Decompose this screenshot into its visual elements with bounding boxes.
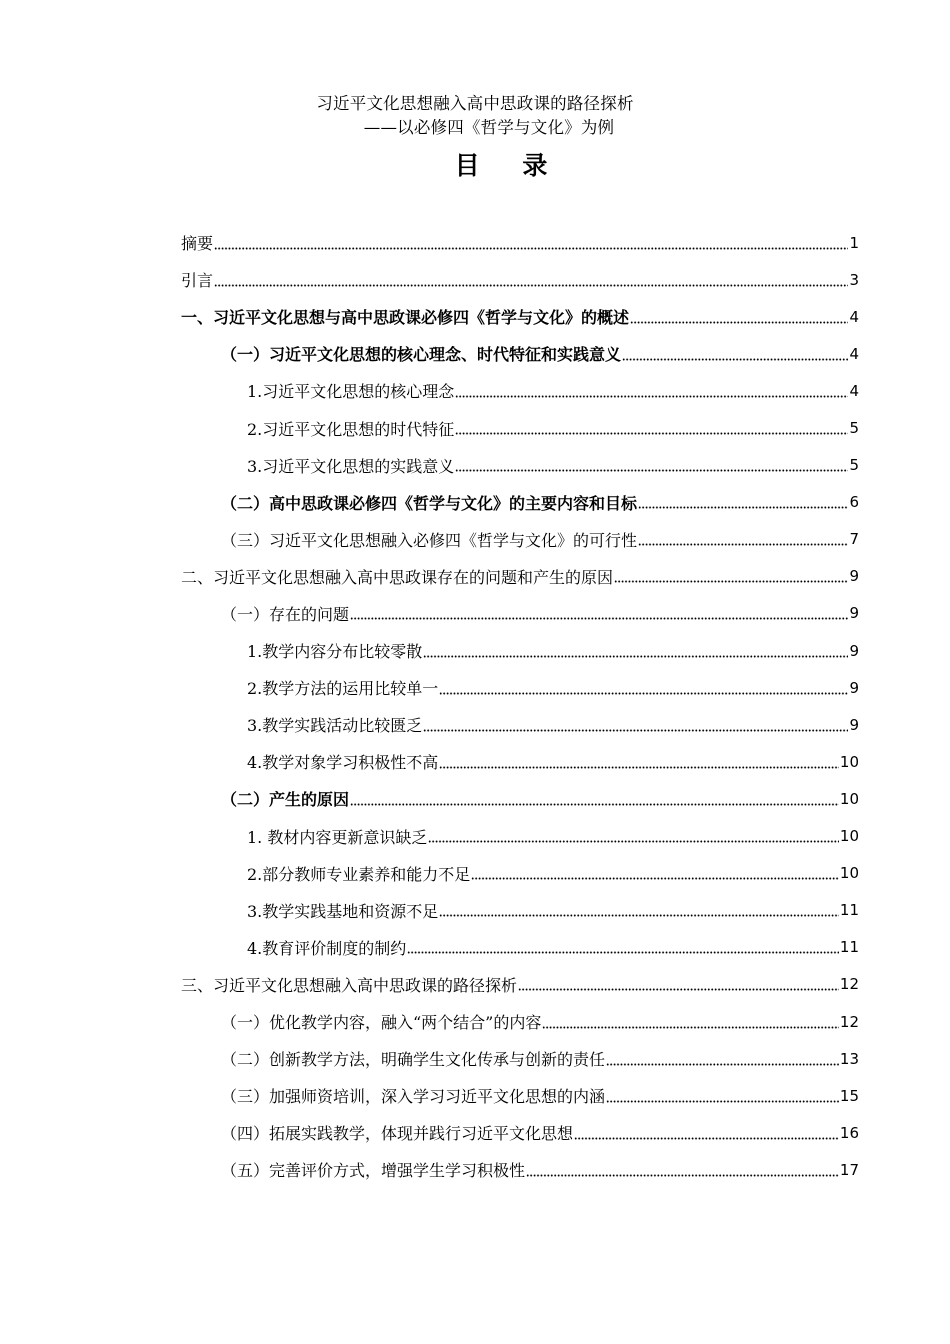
toc-entry-label: 摘要: [181, 234, 214, 254]
toc-page-number: 7: [849, 530, 859, 549]
document-title: 习近平文化思想融入高中思政课的路径探析: [316, 94, 634, 113]
toc-page-number: 15: [839, 1086, 859, 1105]
toc-page-number: 4: [849, 307, 859, 326]
toc-entry[interactable]: [181, 521, 859, 558]
toc-entry-label: 一、习近平文化思想与高中思政课必修四《哲学与文化》的概述: [181, 308, 630, 328]
toc-entry-label: 1.习近平文化思想的核心理念: [247, 382, 455, 402]
toc-entry[interactable]: [181, 409, 859, 446]
toc-entry-label: 4.教育评价制度的制约: [247, 938, 407, 958]
toc-entry[interactable]: [181, 818, 859, 855]
toc-entry[interactable]: [181, 447, 859, 484]
toc-entry-label: （四）拓展实践教学，体现并践行习近平文化思想: [221, 1124, 574, 1144]
toc-entry[interactable]: [181, 892, 859, 929]
toc-page-number: 4: [849, 344, 859, 363]
toc-entry-label: 3.习近平文化思想的实践意义: [247, 456, 455, 476]
toc-entry[interactable]: [181, 335, 859, 372]
table-of-contents: [181, 224, 859, 1188]
toc-entry-label: （二）创新教学方法，明确学生文化传承与创新的责任: [221, 1050, 606, 1070]
toc-dot-leader: [606, 1089, 839, 1103]
toc-page-number: 10: [839, 864, 859, 883]
toc-page-number: 11: [839, 901, 859, 920]
toc-entry[interactable]: [181, 780, 859, 817]
toc-entry[interactable]: [181, 706, 859, 743]
toc-entry[interactable]: [181, 743, 859, 780]
toc-page-number: 5: [849, 419, 859, 438]
toc-page-number: 9: [849, 715, 859, 734]
toc-dot-leader: [214, 273, 848, 287]
toc-entry[interactable]: [181, 1151, 859, 1188]
toc-entry-label: 1. 教材内容更新意识缺乏: [247, 827, 428, 847]
toc-dot-leader: [455, 458, 848, 472]
toc-entry[interactable]: [181, 558, 859, 595]
toc-dot-leader: [407, 940, 839, 954]
toc-entry[interactable]: [181, 1114, 859, 1151]
toc-page-number: 9: [849, 641, 859, 660]
toc-entry-label: （三）加强师资培训，深入学习习近平文化思想的内涵: [221, 1087, 606, 1107]
toc-dot-leader: [622, 347, 848, 361]
toc-page-number: 11: [839, 938, 859, 957]
toc-page-number: 5: [849, 456, 859, 475]
toc-entry-label: 3.教学实践基地和资源不足: [247, 901, 439, 921]
toc-entry-label: （一）优化教学内容，融入“两个结合”的内容: [221, 1013, 542, 1033]
toc-entry-label: 2.教学方法的运用比较单一: [247, 679, 439, 699]
toc-page-number: 9: [849, 604, 859, 623]
toc-dot-leader: [439, 681, 848, 695]
toc-page-number: 10: [839, 752, 859, 771]
toc-dot-leader: [630, 310, 848, 324]
toc-page-number: 9: [849, 567, 859, 586]
toc-dot-leader: [423, 718, 848, 732]
toc-entry[interactable]: [181, 298, 859, 335]
toc-page-number: 9: [849, 678, 859, 697]
toc-page-number: 4: [849, 381, 859, 400]
toc-page-number: 10: [839, 789, 859, 808]
toc-entry[interactable]: [181, 484, 859, 521]
toc-entry-label: （五）完善评价方式，增强学生学习积极性: [221, 1161, 526, 1181]
toc-dot-leader: [428, 829, 839, 843]
toc-dot-leader: [574, 1126, 839, 1140]
toc-entry-label: 2.习近平文化思想的时代特征: [247, 419, 455, 439]
toc-entry-label: （一）存在的问题: [221, 604, 350, 624]
toc-entry[interactable]: [181, 929, 859, 966]
toc-dot-leader: [350, 792, 839, 806]
toc-dot-leader: [439, 755, 839, 769]
document-subtitle: ——以必修四《哲学与文化》为例: [363, 118, 615, 137]
toc-dot-leader: [526, 1163, 839, 1177]
toc-entry[interactable]: [181, 632, 859, 669]
toc-dot-leader: [542, 1015, 839, 1029]
toc-dot-leader: [455, 384, 848, 398]
toc-dot-leader: [518, 977, 839, 991]
toc-entry-label: 二、习近平文化思想融入高中思政课存在的问题和产生的原因: [181, 567, 614, 587]
toc-entry-label: 2.部分教师专业素养和能力不足: [247, 864, 471, 884]
toc-page-number: 10: [839, 827, 859, 846]
toc-dot-leader: [614, 569, 848, 583]
toc-entry-label: 引言: [181, 271, 214, 291]
toc-dot-leader: [606, 1052, 839, 1066]
toc-entry-label: （二）产生的原因: [221, 790, 350, 810]
toc-entry[interactable]: [181, 855, 859, 892]
toc-dot-leader: [471, 866, 839, 880]
toc-entry-label: （一）习近平文化思想的核心理念、时代特征和实践意义: [221, 345, 622, 365]
toc-entry[interactable]: [181, 1040, 859, 1077]
toc-entry[interactable]: [181, 261, 859, 298]
toc-entry[interactable]: [181, 595, 859, 632]
toc-dot-leader: [455, 421, 848, 435]
toc-page-number: 12: [839, 1012, 859, 1031]
toc-entry-label: 3.教学实践活动比较匮乏: [247, 716, 423, 736]
toc-dot-leader: [423, 644, 848, 658]
toc-page-number: 17: [839, 1160, 859, 1179]
toc-entry[interactable]: [181, 224, 859, 261]
toc-entry-label: 三、习近平文化思想融入高中思政课的路径探析: [181, 975, 518, 995]
toc-dot-leader: [638, 495, 848, 509]
toc-entry-label: 1.教学内容分布比较零散: [247, 642, 423, 662]
toc-page-number: 12: [839, 975, 859, 994]
toc-entry[interactable]: [181, 372, 859, 409]
toc-page-number: 13: [839, 1049, 859, 1068]
toc-page-number: 16: [839, 1123, 859, 1142]
toc-dot-leader: [350, 606, 848, 620]
toc-dot-leader: [214, 236, 848, 250]
toc-entry-label: （二）高中思政课必修四《哲学与文化》的主要内容和目标: [221, 493, 638, 513]
toc-entry[interactable]: [181, 669, 859, 706]
toc-dot-leader: [638, 532, 848, 546]
toc-entry[interactable]: [181, 1003, 859, 1040]
toc-entry[interactable]: [181, 1077, 859, 1114]
toc-page-number: 1: [849, 233, 859, 252]
toc-entry-label: 4.教学对象学习积极性不高: [247, 753, 439, 773]
toc-dot-leader: [439, 903, 839, 917]
toc-entry-label: （三）习近平文化思想融入必修四《哲学与文化》的可行性: [221, 530, 638, 550]
toc-heading: 目 录: [454, 151, 548, 180]
toc-page-number: 3: [849, 270, 859, 289]
toc-entry[interactable]: [181, 966, 859, 1003]
title-block: [0, 92, 950, 182]
toc-page-number: 6: [849, 493, 859, 512]
